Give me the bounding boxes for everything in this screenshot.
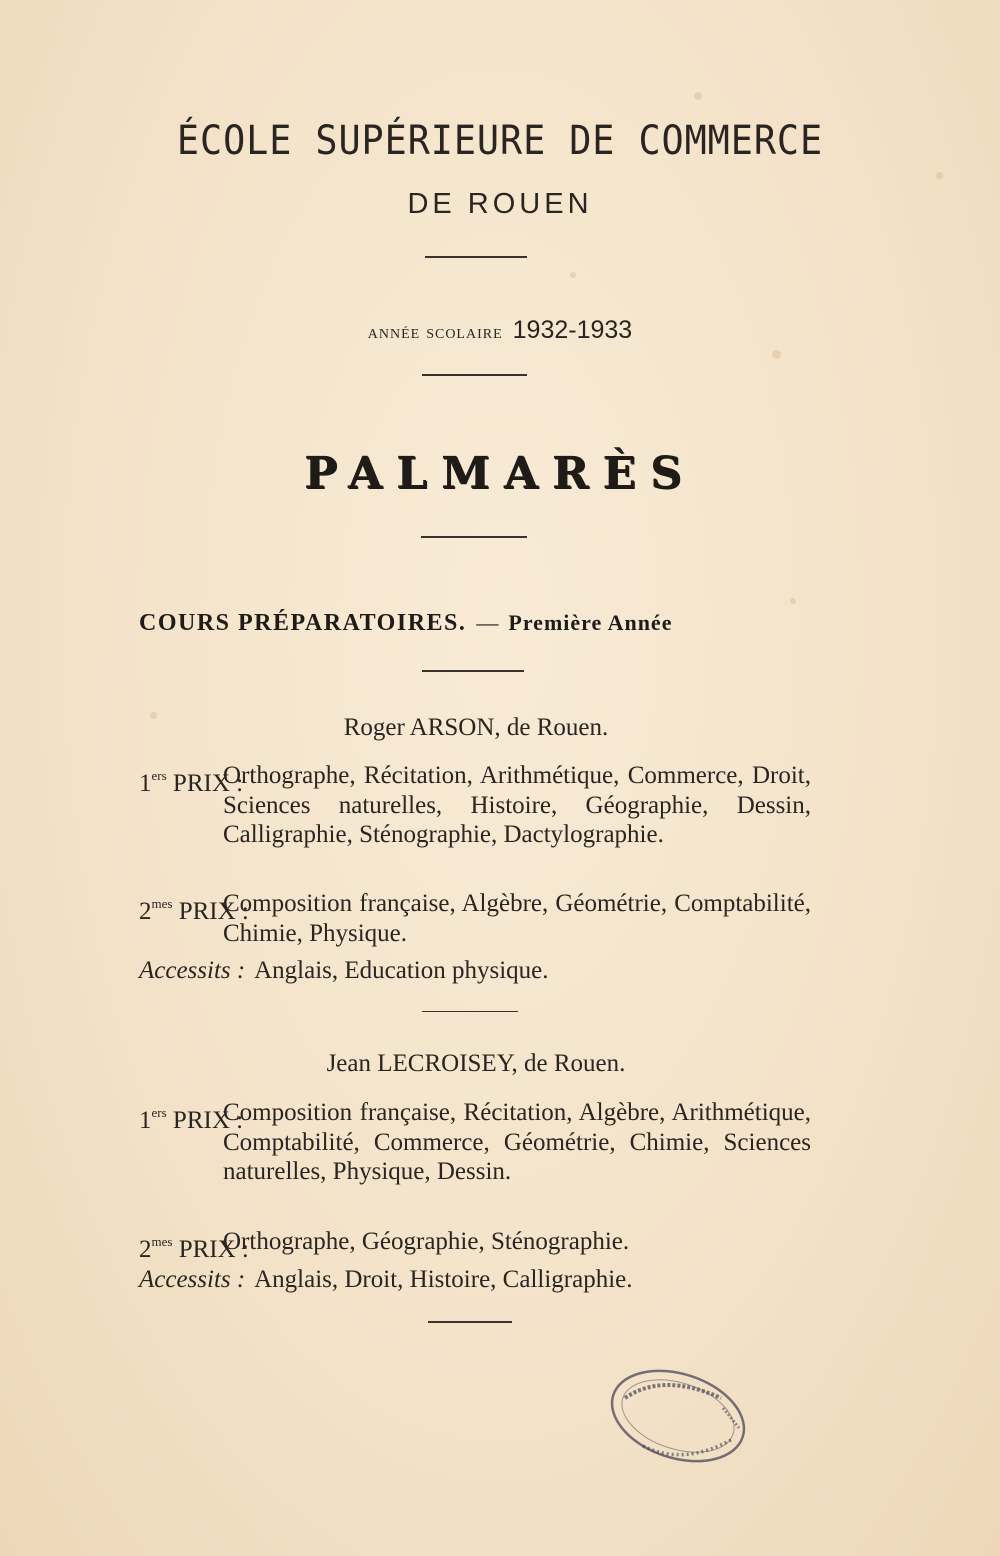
prize-subjects: Composition française, Algèbre, Géométrie, Comptabilité, Chimie, Physique.: [223, 890, 811, 947]
divider-rule: [422, 670, 524, 672]
section-dash: —: [476, 610, 499, 635]
prize-label: 1ers PRIX :: [139, 1105, 244, 1134]
divider-rule: [428, 1321, 512, 1323]
accessits-subjects: Anglais, Education physique.: [254, 957, 549, 984]
prize-subjects: Orthographe, Récitation, Arithmétique, Commerce, Droit, Sciences naturelles, Histoire, Géographie, Dessin, Calligraphie, Sténographie, Dactylographie.: [223, 762, 811, 848]
prize-subjects: Composition française, Récitation, Algèbre, Arithmétique, Comptabilité, Commerce, Géométrie, Chimie, Sciences naturelles, Physique, Dessin.: [223, 1099, 811, 1185]
paper-spot: [570, 272, 576, 278]
divider-rule: [425, 256, 527, 258]
school-year: [0, 316, 1000, 345]
accessits-label: Accessits :: [139, 1266, 246, 1293]
prize-label: $2^{mes}$ PRIX :: [139, 1234, 249, 1263]
divider-rule: [422, 1011, 518, 1012]
paper-spot: [772, 350, 781, 359]
student-name: Jean LECROISEY, de Rouen.: [326, 1050, 626, 1077]
accessits-label: Accessits :: [139, 957, 246, 984]
school-year-value: 1932-1933: [512, 316, 633, 344]
paper-spot: [694, 92, 702, 100]
stamp-graphic: [603, 1368, 753, 1468]
accessits-subjects: Anglais, Droit, Histoire, Calligraphie.: [254, 1266, 633, 1293]
prize-subjects: Orthographe, Géographie, Sténographie.: [223, 1228, 630, 1255]
accessits-entry: [139, 957, 819, 985]
library-stamp-icon: [603, 1368, 753, 1468]
section-heading: [139, 610, 819, 637]
section-title: COURS PRÉPARATOIRES.: [139, 610, 467, 636]
divider-rule: [422, 374, 527, 376]
prize-label: 1ers PRIX :: [139, 768, 244, 797]
divider-rule: [421, 536, 527, 538]
student-name: Roger ARSON, de Rouen.: [343, 714, 609, 741]
school-year-label: année scolaire: [367, 321, 503, 343]
paper-spot: [936, 172, 943, 179]
second-prize-entry: [139, 889, 811, 948]
prize-label: $2^{mes}$ PRIX :: [139, 896, 249, 925]
section-subtitle: Première Année: [508, 610, 673, 635]
school-city: DE ROUEN: [407, 188, 593, 220]
school-name: ÉCOLE SUPÉRIEURE DE COMMERCE: [176, 118, 824, 164]
paper-spot: [790, 598, 796, 604]
page-title: PALMARÈS: [304, 448, 696, 499]
first-prize-entry: [139, 1098, 811, 1187]
accessits-entry: [139, 1266, 819, 1294]
first-prize-entry: [139, 761, 811, 850]
second-prize-entry: [139, 1227, 811, 1263]
